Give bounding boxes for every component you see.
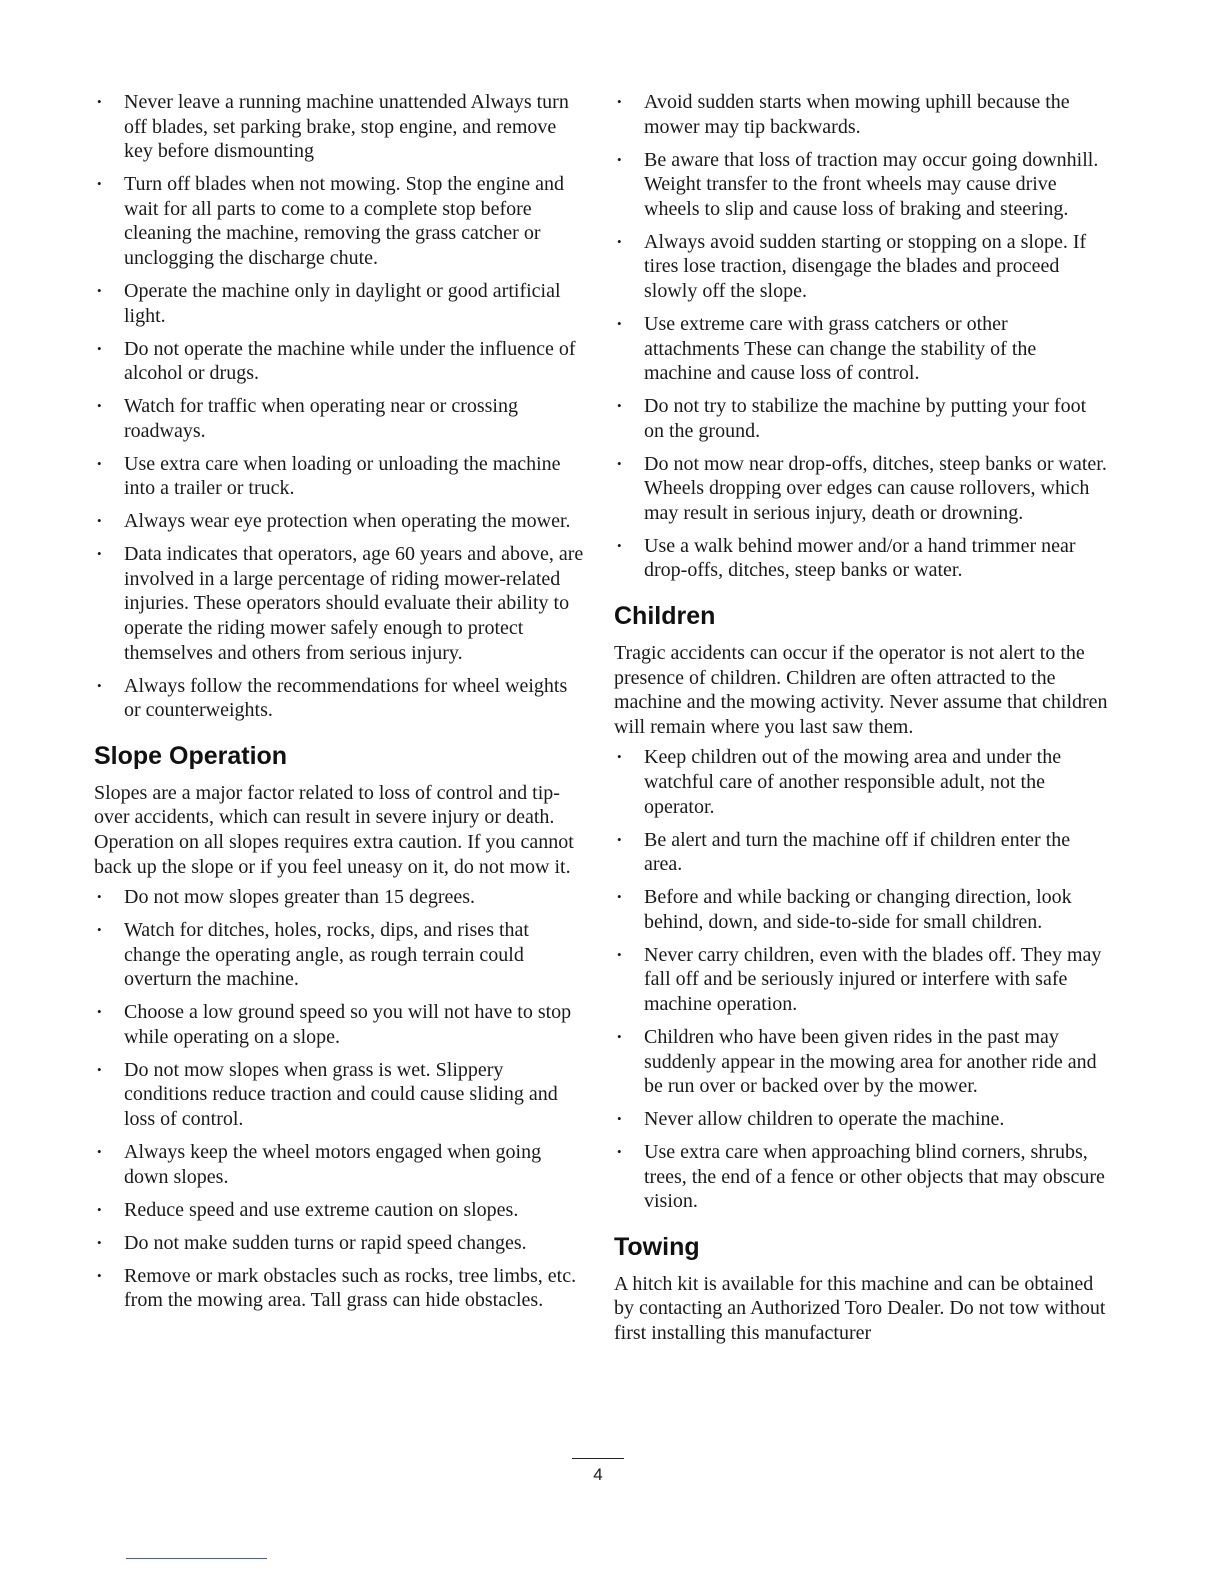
bullet-icon: • xyxy=(97,455,102,471)
list-item-text: Be alert and turn the machine off if children enter the area. xyxy=(644,828,1071,876)
list-item-text: Always keep the wheel motors engaged when going down slopes. xyxy=(124,1141,542,1188)
list-item-text: Use extra care when approaching blind corners, shrubs, trees, the end of a fence or other objects that may obscure vision. xyxy=(644,1141,1105,1213)
list-item-text: Turn off blades when not mowing. Stop the engine and wait for all parts to come to a complete stop before cleaning the machine, removing the grass catcher or unclogging the discharge chute. xyxy=(124,173,564,269)
list-item-text: Watch for ditches, holes, rocks, dips, and rises that change the operating angle, as rough terrain could overturn the machine. xyxy=(124,919,529,991)
list-item-text: Avoid sudden starts when mowing uphill because the mower may tip backwards. xyxy=(644,91,1070,138)
left-column xyxy=(94,90,588,1321)
bullet-icon: • xyxy=(617,831,622,847)
list-item xyxy=(614,230,1108,304)
list-item xyxy=(94,337,588,386)
list-item xyxy=(94,1198,588,1223)
bullet-icon: • xyxy=(617,1028,622,1044)
list-item xyxy=(94,452,588,501)
list-item-text: Do not mow near drop-offs, ditches, steep banks or water. Wheels dropping over edges can cause rollovers, which may result in serious injury, death or drowning. xyxy=(644,452,1107,524)
list-item xyxy=(94,279,588,328)
list-item-text: Never allow children to operate the machine. xyxy=(644,1108,1005,1131)
list-item-text: Do not mow slopes when grass is wet. Slippery conditions reduce traction and could cause sliding and loss of control. xyxy=(124,1058,558,1131)
list-item xyxy=(94,1000,588,1049)
list-item-text: Do not try to stabilize the machine by putting your foot on the ground. xyxy=(644,395,1087,442)
bullet-icon: • xyxy=(617,537,622,553)
bullet-icon: • xyxy=(97,94,102,109)
list-item-text: Before and while backing or changing direction, look behind, down, and side-to-side for small children. xyxy=(644,886,1072,933)
list-item xyxy=(94,1140,588,1189)
list-item-text: Do not make sudden turns or rapid speed changes. xyxy=(124,1231,527,1254)
bullet-icon: • xyxy=(97,1004,102,1020)
bullet-icon: • xyxy=(617,315,622,331)
bullet-icon: • xyxy=(617,889,622,905)
bullet-icon: • xyxy=(97,340,102,356)
bullet-icon: • xyxy=(617,455,622,471)
bullet-icon: • xyxy=(97,176,102,192)
slope-operation-heading: Slope Operation xyxy=(94,741,288,770)
list-item xyxy=(94,1264,588,1313)
bullet-icon: • xyxy=(617,398,622,414)
bullet-icon: • xyxy=(617,94,622,109)
towing-heading: Towing xyxy=(614,1232,700,1261)
list-item xyxy=(614,1107,1108,1132)
bullet-icon: • xyxy=(97,398,102,414)
bullet-icon: • xyxy=(617,1144,622,1160)
list-item xyxy=(94,885,588,910)
list-item xyxy=(614,745,1108,819)
list-item-text: Do not mow slopes greater than 15 degrees. xyxy=(124,886,476,909)
slope-operation-list-continued xyxy=(614,90,1108,583)
towing-paragraph: A hitch kit is available for this machine and can be obtained by contacting an Authorized Toro Dealer. Do not tow without first installing this manufacturer xyxy=(614,1272,1106,1345)
bullet-icon: • xyxy=(97,889,102,905)
list-item xyxy=(94,1058,588,1132)
list-item xyxy=(614,885,1108,934)
list-item xyxy=(94,509,588,534)
list-item-text: Always avoid sudden starting or stopping on a slope. If tires lose traction, disengage the blades and proceed slowly off the slope. xyxy=(644,230,1087,302)
list-item-text: Use extra care when loading or unloading the machine into a trailer or truck. xyxy=(124,452,561,500)
list-item xyxy=(614,828,1108,877)
bullet-icon: • xyxy=(97,513,102,529)
list-item-text: Remove or mark obstacles such as rocks, tree limbs, etc. from the mowing area. Tall grass can hide obstacles. xyxy=(124,1264,577,1312)
bullet-icon: • xyxy=(97,1061,102,1077)
list-item xyxy=(614,534,1108,583)
list-item xyxy=(94,542,588,665)
children-intro: Tragic accidents can occur if the operator is not alert to the presence of children. Children are often attracted to the machine and the mowing activity. Never assume that children will remain where you last saw them. xyxy=(614,642,1108,738)
page-number: 4 xyxy=(572,1458,624,1485)
list-item-text: Reduce speed and use extreme caution on slopes. xyxy=(124,1198,519,1221)
list-item xyxy=(94,674,588,723)
bullet-icon: • xyxy=(97,1201,102,1217)
list-item-text: Watch for traffic when operating near or crossing roadways. xyxy=(124,395,518,442)
list-item-text: Use a walk behind mower and/or a hand trimmer near drop-offs, ditches, steep banks or water. xyxy=(644,534,1076,582)
list-item xyxy=(94,394,588,443)
slope-operation-list xyxy=(94,885,588,1313)
list-item xyxy=(614,943,1108,1017)
bullet-icon: • xyxy=(617,233,622,249)
list-item-text: Choose a low ground speed so you will not have to stop while operating on a slope. xyxy=(124,1001,572,1048)
list-item-text: Be aware that loss of traction may occur going downhill. Weight transfer to the front wheels may cause drive wheels to slip and cause loss of braking and steering. xyxy=(644,148,1099,220)
bullet-icon: • xyxy=(97,1234,102,1250)
bullet-icon: • xyxy=(617,946,622,962)
bullet-icon: • xyxy=(97,1267,102,1283)
bullet-icon: • xyxy=(97,677,102,693)
list-item xyxy=(614,452,1108,526)
bullet-icon: • xyxy=(617,151,622,167)
list-item xyxy=(94,172,588,270)
list-item xyxy=(94,90,588,164)
bullet-icon: • xyxy=(617,1111,622,1127)
bullet-icon: • xyxy=(97,1144,102,1160)
list-item-text: Never leave a running machine unattended Always turn off blades, set parking brake, stop engine, and remove key before dismounting xyxy=(124,91,569,163)
list-item xyxy=(614,1140,1108,1214)
list-item xyxy=(614,1025,1108,1099)
list-item-text: Never carry children, even with the blades off. They may fall off and be seriously injured or interfere with safe machine operation. xyxy=(644,943,1102,1015)
children-heading: Children xyxy=(614,602,716,631)
right-column xyxy=(614,90,1108,1352)
list-item-text: Operate the machine only in daylight or good artificial light. xyxy=(124,279,561,327)
list-item-text: Use extreme care with grass catchers or other attachments These can change the stability of the machine and cause loss of control. xyxy=(644,312,1037,385)
bullet-icon: • xyxy=(97,922,102,938)
bullet-icon: • xyxy=(97,282,102,298)
list-item xyxy=(614,312,1108,386)
slope-operation-intro: Slopes are a major factor related to loss of control and tip-over accidents, which can result in severe injury or death. Operation on all slopes requires extra caution. If you cannot back up the slope or if you feel uneasy on it, do not mow it. xyxy=(94,781,574,878)
list-item-text: Children who have been given rides in the past may suddenly appear in the mowing area for another ride and be run over or backed over by the mower. xyxy=(644,1025,1097,1098)
intro-safety-list xyxy=(94,90,588,723)
list-item xyxy=(614,90,1108,139)
list-item xyxy=(94,1231,588,1256)
list-item-text: Data indicates that operators, age 60 years and above, are involved in a large percentage of riding mower-related injuries. These operators should evaluate their ability to operate the riding mower safely enough to protect themselves and others from serious injury. xyxy=(124,543,584,664)
list-item xyxy=(614,148,1108,222)
list-item-text: Always follow the recommendations for wheel weights or counterweights. xyxy=(124,674,568,722)
list-item xyxy=(94,918,588,992)
bullet-icon: • xyxy=(97,546,102,562)
list-item-text: Do not operate the machine while under the influence of alcohol or drugs. xyxy=(124,337,576,385)
bullet-icon: • xyxy=(617,749,622,765)
list-item-text: Keep children out of the mowing area and under the watchful care of another responsible adult, not the operator. xyxy=(644,746,1062,818)
list-item xyxy=(614,394,1108,443)
list-item-text: Always wear eye protection when operating the mower. xyxy=(124,510,571,533)
children-list xyxy=(614,745,1108,1213)
scan-artifact-line xyxy=(126,1558,267,1559)
